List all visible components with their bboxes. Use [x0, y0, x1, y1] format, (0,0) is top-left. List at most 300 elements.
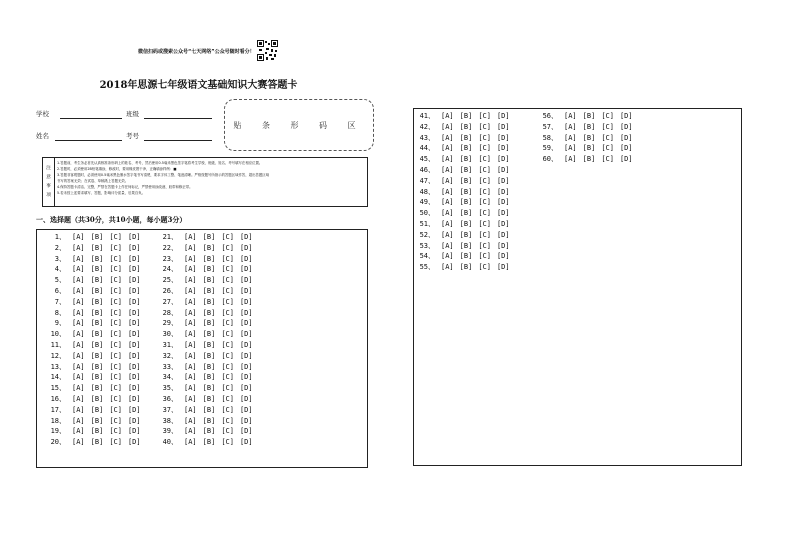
option-bubble[interactable]: [B]: [90, 438, 104, 447]
option-bubble[interactable]: [D]: [239, 427, 253, 436]
option-bubble[interactable]: [D]: [496, 144, 510, 153]
option-bubble[interactable]: [C]: [478, 263, 491, 272]
option-bubble[interactable]: [B]: [90, 233, 104, 241]
option-bubble[interactable]: [C]: [109, 416, 122, 425]
option-bubble[interactable]: [B]: [90, 340, 104, 349]
option-bubble[interactable]: [A]: [564, 144, 577, 153]
option-bubble[interactable]: [C]: [221, 384, 234, 393]
option-bubble[interactable]: [B]: [202, 416, 216, 425]
option-bubble[interactable]: [B]: [202, 297, 216, 306]
option-bubble[interactable]: [A]: [184, 254, 197, 263]
option-bubble[interactable]: [D]: [127, 319, 141, 328]
option-bubble[interactable]: [B]: [459, 252, 473, 261]
option-bubble[interactable]: [D]: [496, 241, 510, 250]
option-bubble[interactable]: [B]: [459, 122, 473, 131]
option-bubble[interactable]: [C]: [109, 243, 122, 252]
class-label: 班级: [126, 110, 139, 118]
option-bubble[interactable]: [D]: [239, 276, 253, 285]
option-bubble[interactable]: [B]: [459, 209, 473, 218]
note-line: 2.答题时，必须使用2B铅笔填涂，修改时，要用橡皮擦干净，正确填涂样例：■: [57, 167, 177, 172]
option-bubble[interactable]: [A]: [441, 165, 454, 174]
option-bubble[interactable]: [C]: [221, 438, 234, 447]
option-bubble[interactable]: [A]: [564, 112, 577, 120]
option-bubble[interactable]: [D]: [496, 230, 510, 239]
question-row: [416, 176, 510, 187]
option-bubble[interactable]: [A]: [441, 263, 454, 272]
question-number: 50、: [419, 209, 435, 218]
option-bubble[interactable]: [B]: [90, 243, 104, 252]
option-bubble[interactable]: [D]: [127, 276, 141, 285]
option-bubble[interactable]: [C]: [221, 373, 234, 382]
option-bubble[interactable]: [C]: [478, 176, 491, 185]
option-bubble[interactable]: [C]: [601, 155, 614, 164]
option-bubble[interactable]: [C]: [221, 308, 234, 317]
question-row: [47, 297, 141, 308]
option-bubble[interactable]: [B]: [90, 330, 104, 339]
option-bubble[interactable]: [A]: [72, 330, 85, 339]
school-label: 学校: [36, 110, 49, 118]
option-bubble[interactable]: [C]: [221, 394, 234, 403]
option-bubble[interactable]: [D]: [496, 263, 510, 272]
option-bubble[interactable]: [A]: [184, 243, 197, 252]
option-bubble[interactable]: [C]: [221, 276, 234, 285]
option-bubble[interactable]: [A]: [564, 122, 577, 131]
option-bubble[interactable]: [B]: [202, 362, 216, 371]
option-bubble[interactable]: [A]: [184, 340, 197, 349]
option-bubble[interactable]: [A]: [441, 198, 454, 207]
option-bubble[interactable]: [D]: [127, 394, 141, 403]
option-bubble[interactable]: [D]: [127, 405, 141, 414]
option-bubble[interactable]: [B]: [582, 112, 596, 120]
option-bubble[interactable]: [B]: [459, 198, 473, 207]
option-bubble[interactable]: [B]: [90, 373, 104, 382]
option-bubble[interactable]: [C]: [221, 416, 234, 425]
option-bubble[interactable]: [C]: [478, 144, 491, 153]
option-bubble[interactable]: [D]: [127, 297, 141, 306]
option-bubble[interactable]: [D]: [127, 384, 141, 393]
option-bubble[interactable]: [C]: [478, 112, 491, 120]
option-bubble[interactable]: [B]: [90, 362, 104, 371]
question-number: 45、: [419, 155, 435, 164]
option-bubble[interactable]: [D]: [127, 286, 141, 295]
option-bubble[interactable]: [C]: [109, 254, 122, 263]
option-bubble[interactable]: [D]: [127, 362, 141, 371]
option-bubble[interactable]: [A]: [441, 133, 454, 142]
question-number: 32、: [162, 351, 178, 360]
question-row: [47, 275, 141, 286]
option-bubble[interactable]: [B]: [90, 405, 104, 414]
option-bubble[interactable]: [A]: [184, 416, 197, 425]
option-bubble[interactable]: [B]: [202, 308, 216, 317]
option-bubble[interactable]: [D]: [239, 243, 253, 252]
option-bubble[interactable]: [B]: [90, 297, 104, 306]
option-bubble[interactable]: [C]: [221, 319, 234, 328]
option-bubble[interactable]: [D]: [239, 297, 253, 306]
question-row: [47, 254, 141, 265]
option-bubble[interactable]: [C]: [109, 297, 122, 306]
option-bubble[interactable]: [A]: [72, 254, 85, 263]
option-bubble[interactable]: [C]: [478, 219, 491, 228]
option-bubble[interactable]: [A]: [441, 112, 454, 120]
question-row: [159, 362, 253, 373]
option-bubble[interactable]: [C]: [601, 133, 614, 142]
option-bubble[interactable]: [B]: [90, 351, 104, 360]
option-bubble[interactable]: [C]: [221, 405, 234, 414]
option-bubble[interactable]: [C]: [109, 438, 122, 447]
question-row: [416, 230, 510, 241]
option-bubble[interactable]: [A]: [72, 297, 85, 306]
question-row: [159, 405, 253, 416]
option-bubble[interactable]: [A]: [72, 427, 85, 436]
question-number: 38、: [162, 416, 178, 425]
option-bubble[interactable]: [A]: [184, 319, 197, 328]
question-number: 48、: [419, 187, 435, 196]
option-bubble[interactable]: [A]: [72, 384, 85, 393]
option-bubble[interactable]: [B]: [459, 241, 473, 250]
option-bubble[interactable]: [B]: [459, 165, 473, 174]
option-bubble[interactable]: [A]: [72, 319, 85, 328]
option-bubble[interactable]: [D]: [127, 438, 141, 447]
option-bubble[interactable]: [D]: [127, 340, 141, 349]
option-bubble[interactable]: [A]: [441, 176, 454, 185]
option-bubble[interactable]: [B]: [90, 265, 104, 274]
option-bubble[interactable]: [C]: [601, 122, 614, 131]
option-bubble[interactable]: [B]: [90, 416, 104, 425]
question-number: 39、: [162, 427, 178, 436]
option-bubble[interactable]: [C]: [109, 373, 122, 382]
question-column-3: [416, 111, 510, 273]
option-bubble[interactable]: [A]: [72, 308, 85, 317]
question-number: 34、: [162, 373, 178, 382]
option-bubble[interactable]: [D]: [239, 438, 253, 447]
option-bubble[interactable]: [C]: [109, 265, 122, 274]
option-bubble[interactable]: [A]: [441, 209, 454, 218]
option-bubble[interactable]: [D]: [239, 330, 253, 339]
question-number: 10、: [50, 330, 66, 339]
option-bubble[interactable]: [B]: [582, 133, 596, 142]
option-bubble[interactable]: [B]: [202, 276, 216, 285]
option-bubble[interactable]: [C]: [109, 340, 122, 349]
option-bubble[interactable]: [B]: [202, 243, 216, 252]
option-bubble[interactable]: [C]: [221, 254, 234, 263]
question-row: [47, 329, 141, 340]
option-bubble[interactable]: [B]: [90, 254, 104, 263]
option-bubble[interactable]: [A]: [72, 276, 85, 285]
option-bubble[interactable]: [B]: [459, 112, 473, 120]
option-bubble[interactable]: [A]: [184, 438, 197, 447]
option-bubble[interactable]: [A]: [441, 122, 454, 131]
option-bubble[interactable]: [C]: [109, 276, 122, 285]
question-row: [159, 243, 253, 254]
option-bubble[interactable]: [D]: [239, 351, 253, 360]
option-bubble[interactable]: [C]: [109, 394, 122, 403]
option-bubble[interactable]: [B]: [582, 144, 596, 153]
option-bubble[interactable]: [D]: [239, 405, 253, 414]
option-bubble[interactable]: [A]: [72, 286, 85, 295]
option-bubble[interactable]: [B]: [202, 384, 216, 393]
option-bubble[interactable]: [D]: [496, 176, 510, 185]
option-bubble[interactable]: [C]: [478, 252, 491, 261]
option-bubble[interactable]: [D]: [127, 416, 141, 425]
question-number: 37、: [162, 405, 178, 414]
option-bubble[interactable]: [C]: [478, 122, 491, 131]
option-bubble[interactable]: [D]: [619, 155, 633, 164]
option-bubble[interactable]: [B]: [202, 373, 216, 382]
school-field[interactable]: [60, 118, 122, 119]
option-bubble[interactable]: [C]: [221, 362, 234, 371]
option-bubble[interactable]: [C]: [478, 165, 491, 174]
question-column-1: [47, 232, 141, 448]
notes-heading: 注 意 事 项: [43, 158, 55, 206]
option-bubble[interactable]: [A]: [184, 276, 197, 285]
option-bubble[interactable]: [B]: [459, 176, 473, 185]
option-bubble[interactable]: [C]: [109, 405, 122, 414]
option-bubble[interactable]: [C]: [221, 340, 234, 349]
top-notice: 微信扫码或搜索公众号“七天网络”公众号随时看分！: [138, 49, 255, 55]
option-bubble[interactable]: [A]: [184, 265, 197, 274]
option-bubble[interactable]: [B]: [202, 438, 216, 447]
barcode-area: 贴 条 形 码 区: [224, 99, 374, 151]
option-bubble[interactable]: [D]: [239, 308, 253, 317]
question-row: [159, 329, 253, 340]
question-row: [416, 154, 510, 165]
option-bubble[interactable]: [B]: [202, 265, 216, 274]
option-bubble[interactable]: [D]: [127, 373, 141, 382]
question-row: [159, 275, 253, 286]
option-bubble[interactable]: [D]: [239, 319, 253, 328]
option-bubble[interactable]: [B]: [582, 155, 596, 164]
question-row: [47, 351, 141, 362]
option-bubble[interactable]: [A]: [72, 340, 85, 349]
option-bubble[interactable]: [B]: [90, 427, 104, 436]
question-number: 1、: [54, 233, 66, 241]
option-bubble[interactable]: [A]: [441, 187, 454, 196]
option-bubble[interactable]: [C]: [478, 209, 491, 218]
option-bubble[interactable]: [C]: [478, 241, 491, 250]
option-bubble[interactable]: [C]: [221, 351, 234, 360]
option-bubble[interactable]: [A]: [184, 373, 197, 382]
option-bubble[interactable]: [D]: [239, 286, 253, 295]
option-bubble[interactable]: [D]: [127, 330, 141, 339]
option-bubble[interactable]: [B]: [459, 187, 473, 196]
question-number: 27、: [162, 297, 178, 306]
question-number: 12、: [50, 351, 66, 360]
option-bubble[interactable]: [A]: [184, 330, 197, 339]
option-bubble[interactable]: [A]: [72, 394, 85, 403]
option-bubble[interactable]: [C]: [478, 198, 491, 207]
option-bubble[interactable]: [D]: [127, 351, 141, 360]
option-bubble[interactable]: [A]: [72, 373, 85, 382]
option-bubble[interactable]: [B]: [90, 384, 104, 393]
option-bubble[interactable]: [B]: [459, 263, 473, 272]
option-bubble[interactable]: [C]: [221, 286, 234, 295]
option-bubble[interactable]: [A]: [184, 233, 197, 241]
option-bubble[interactable]: [B]: [459, 144, 473, 153]
option-bubble[interactable]: [A]: [72, 438, 85, 447]
question-row: [416, 241, 510, 252]
question-row: [416, 165, 510, 176]
section-title: 一、选择题（共30分，共10小题，每小题3分）: [36, 215, 187, 224]
notes-box: [42, 157, 368, 207]
option-bubble[interactable]: [C]: [478, 230, 491, 239]
option-bubble[interactable]: [C]: [221, 243, 234, 252]
option-bubble[interactable]: [C]: [221, 330, 234, 339]
option-bubble[interactable]: [B]: [202, 427, 216, 436]
option-bubble[interactable]: [A]: [72, 351, 85, 360]
option-bubble[interactable]: [D]: [127, 308, 141, 317]
option-bubble[interactable]: [D]: [239, 384, 253, 393]
option-bubble[interactable]: [C]: [109, 308, 122, 317]
option-bubble[interactable]: [D]: [496, 133, 510, 142]
option-bubble[interactable]: [A]: [564, 155, 577, 164]
exam-no-field[interactable]: [144, 140, 212, 141]
option-bubble[interactable]: [B]: [202, 394, 216, 403]
question-number: 53、: [419, 241, 435, 250]
option-bubble[interactable]: [D]: [239, 394, 253, 403]
option-bubble[interactable]: [C]: [109, 330, 122, 339]
option-bubble[interactable]: [D]: [239, 362, 253, 371]
option-bubble[interactable]: [C]: [221, 265, 234, 274]
option-bubble[interactable]: [D]: [496, 112, 510, 120]
option-bubble[interactable]: [D]: [496, 252, 510, 261]
option-bubble[interactable]: [B]: [90, 276, 104, 285]
option-bubble[interactable]: [B]: [90, 286, 104, 295]
question-number: 18、: [50, 416, 66, 425]
option-bubble[interactable]: [B]: [459, 219, 473, 228]
option-bubble[interactable]: [C]: [601, 112, 614, 120]
option-bubble[interactable]: [C]: [478, 187, 491, 196]
question-number: 16、: [50, 394, 66, 403]
name-label: 姓名: [36, 132, 49, 140]
option-bubble[interactable]: [C]: [221, 427, 234, 436]
option-bubble[interactable]: [A]: [72, 243, 85, 252]
question-row: [159, 286, 253, 297]
option-bubble[interactable]: [A]: [72, 233, 85, 241]
option-bubble[interactable]: [C]: [478, 155, 491, 164]
option-bubble[interactable]: [A]: [184, 394, 197, 403]
option-bubble[interactable]: [B]: [202, 286, 216, 295]
option-bubble[interactable]: [A]: [72, 362, 85, 371]
option-bubble[interactable]: [A]: [441, 155, 454, 164]
option-bubble[interactable]: [A]: [72, 416, 85, 425]
question-number: 22、: [162, 243, 178, 252]
option-bubble[interactable]: [D]: [496, 187, 510, 196]
option-bubble[interactable]: [D]: [496, 198, 510, 207]
option-bubble[interactable]: [D]: [619, 122, 633, 131]
option-bubble[interactable]: [A]: [441, 241, 454, 250]
option-bubble[interactable]: [B]: [90, 308, 104, 317]
option-bubble[interactable]: [B]: [459, 230, 473, 239]
question-number: 42、: [419, 122, 435, 131]
option-bubble[interactable]: [C]: [109, 362, 122, 371]
qr-code-icon: [257, 40, 278, 61]
option-bubble[interactable]: [B]: [202, 319, 216, 328]
option-bubble[interactable]: [B]: [90, 319, 104, 328]
option-bubble[interactable]: [D]: [619, 144, 633, 153]
question-number: 29、: [162, 319, 178, 328]
option-bubble[interactable]: [D]: [127, 265, 141, 274]
option-bubble[interactable]: [A]: [441, 230, 454, 239]
question-column-4: [539, 111, 633, 165]
option-bubble[interactable]: [B]: [459, 133, 473, 142]
option-bubble[interactable]: [B]: [202, 254, 216, 263]
question-number: 43、: [419, 133, 435, 142]
question-row: [416, 187, 510, 198]
option-bubble[interactable]: [C]: [109, 427, 122, 436]
option-bubble[interactable]: [A]: [184, 351, 197, 360]
option-bubble[interactable]: [B]: [202, 340, 216, 349]
option-bubble[interactable]: [D]: [619, 133, 633, 142]
option-bubble[interactable]: [D]: [239, 373, 253, 382]
option-bubble[interactable]: [B]: [202, 351, 216, 360]
option-bubble[interactable]: [B]: [582, 122, 596, 131]
option-bubble[interactable]: [C]: [109, 351, 122, 360]
question-row: [47, 318, 141, 329]
option-bubble[interactable]: [D]: [239, 416, 253, 425]
option-bubble[interactable]: [D]: [496, 155, 510, 164]
option-bubble[interactable]: [D]: [496, 209, 510, 218]
option-bubble[interactable]: [C]: [109, 319, 122, 328]
class-field[interactable]: [144, 118, 212, 119]
option-bubble[interactable]: [C]: [221, 297, 234, 306]
option-bubble[interactable]: [A]: [184, 427, 197, 436]
option-bubble[interactable]: [D]: [619, 112, 633, 120]
option-bubble[interactable]: [D]: [496, 165, 510, 174]
option-bubble[interactable]: [D]: [496, 122, 510, 131]
option-bubble[interactable]: [A]: [564, 133, 577, 142]
option-bubble[interactable]: [A]: [441, 144, 454, 153]
question-row: [47, 383, 141, 394]
option-bubble[interactable]: [A]: [184, 384, 197, 393]
option-bubble[interactable]: [A]: [184, 297, 197, 306]
option-bubble[interactable]: [B]: [202, 330, 216, 339]
option-bubble[interactable]: [D]: [127, 243, 141, 252]
question-number: 59、: [542, 144, 558, 153]
question-row: [47, 416, 141, 427]
option-bubble[interactable]: [C]: [478, 133, 491, 142]
option-bubble[interactable]: [B]: [202, 405, 216, 414]
option-bubble[interactable]: [C]: [109, 384, 122, 393]
option-bubble[interactable]: [C]: [221, 233, 234, 241]
option-bubble[interactable]: [B]: [90, 394, 104, 403]
option-bubble[interactable]: [B]: [459, 155, 473, 164]
option-bubble[interactable]: [C]: [109, 233, 122, 241]
question-number: 14、: [50, 373, 66, 382]
option-bubble[interactable]: [A]: [184, 286, 197, 295]
option-bubble[interactable]: [D]: [127, 233, 141, 241]
option-bubble[interactable]: [A]: [184, 308, 197, 317]
option-bubble[interactable]: [A]: [184, 405, 197, 414]
option-bubble[interactable]: [D]: [127, 254, 141, 263]
option-bubble[interactable]: [D]: [239, 254, 253, 263]
option-bubble[interactable]: [D]: [239, 233, 253, 241]
option-bubble[interactable]: [A]: [72, 265, 85, 274]
option-bubble[interactable]: [C]: [109, 286, 122, 295]
question-row: [47, 340, 141, 351]
option-bubble[interactable]: [A]: [184, 362, 197, 371]
option-bubble[interactable]: [C]: [601, 144, 614, 153]
option-bubble[interactable]: [D]: [239, 340, 253, 349]
option-bubble[interactable]: [D]: [496, 219, 510, 228]
option-bubble[interactable]: [D]: [127, 427, 141, 436]
option-bubble[interactable]: [D]: [239, 265, 253, 274]
name-field[interactable]: [55, 140, 122, 141]
option-bubble[interactable]: [A]: [441, 252, 454, 261]
option-bubble[interactable]: [A]: [72, 405, 85, 414]
question-number: 35、: [162, 384, 178, 393]
option-bubble[interactable]: [B]: [202, 233, 216, 241]
option-bubble[interactable]: [A]: [441, 219, 454, 228]
